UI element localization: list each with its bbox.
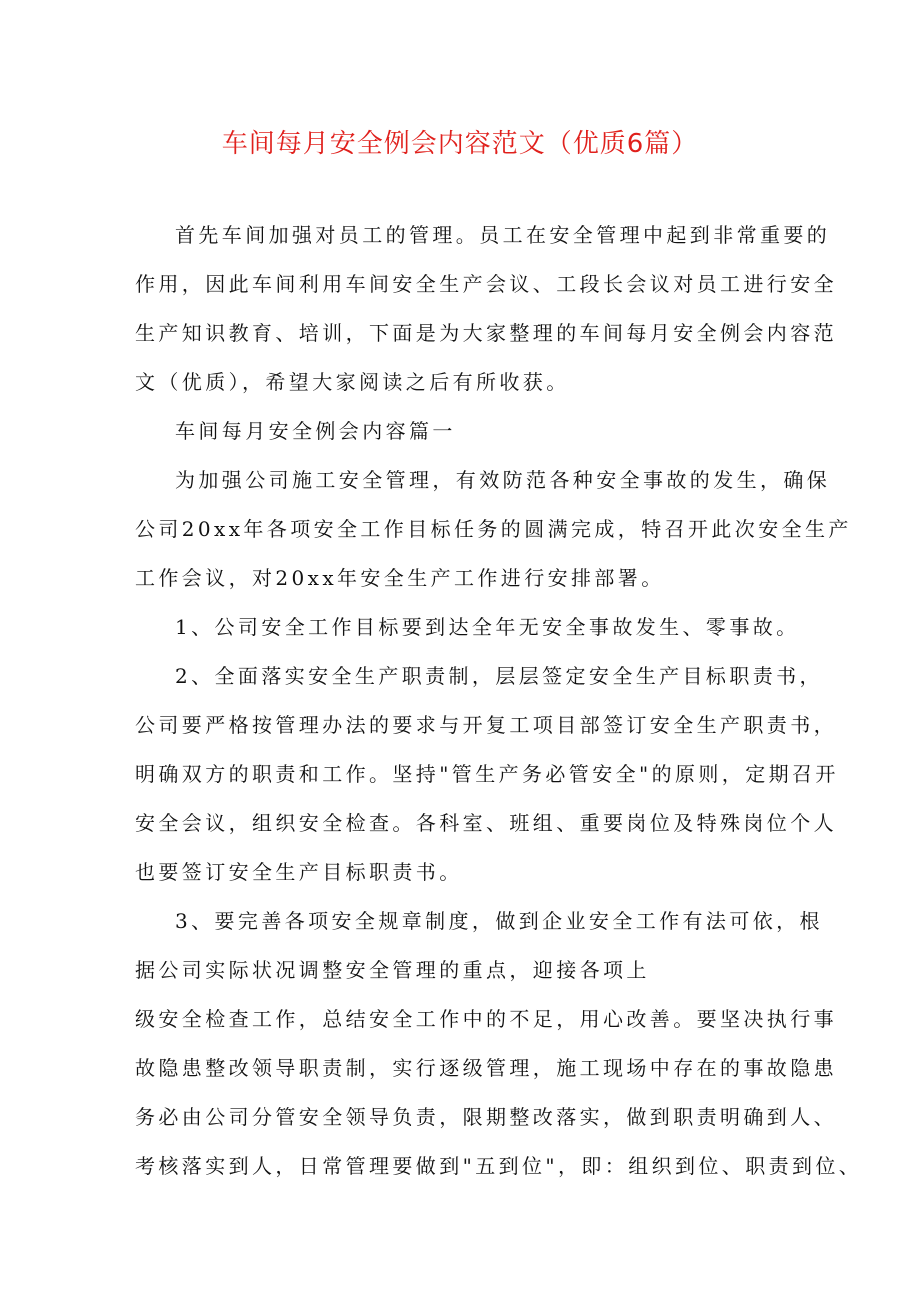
paragraph-line: 也要签订安全生产目标职责书。 (135, 860, 463, 884)
paragraph-line: 考核落实到人，日常管理要做到"五到位"，即：组织到位、职责到位、 (135, 1154, 863, 1178)
paragraph-line: 生产知识教育、培训，下面是为大家整理的车间每月安全例会内容范 (135, 321, 837, 345)
paragraph-line: 文（优质），希望大家阅读之后有所收获。 (135, 370, 570, 394)
paragraph-line: 故隐患整改领导职责制，实行逐级管理，施工现场中存在的事故隐患 (135, 1056, 837, 1080)
section-heading: 车间每月安全例会内容篇一 (175, 419, 456, 443)
paragraph-line: 首先车间加强对员工的管理。员工在安全管理中起到非常重要的 (175, 223, 831, 247)
paragraph-line: 明确双方的职责和工作。坚持"管生产务必管安全"的原则，定期召开 (135, 762, 839, 786)
paragraph-line: 级安全检查工作，总结安全工作中的不足，用心改善。要坚决执行事 (135, 1007, 837, 1031)
paragraph-line: 作用，因此车间利用车间安全生产会议、工段长会议对员工进行安全 (135, 272, 837, 296)
list-item-3: 3、要完善各项安全规章制度，做到企业安全工作有法可依，根 (175, 909, 823, 933)
paragraph-line: 安全会议，组织安全检查。各科室、班组、重要岗位及特殊岗位个人 (135, 811, 837, 835)
document-title: 车间每月安全例会内容范文（优质6篇） (221, 129, 699, 159)
list-item-2: 2、全面落实安全生产职责制，层层签定安全生产目标职责书， (175, 664, 823, 688)
list-item-1: 1、公司安全工作目标要到达全年无安全事故发生、零事故。 (175, 615, 800, 639)
paragraph-line: 公司20xx年各项安全工作目标任务的圆满完成，特召开此次安全生产 (135, 517, 852, 541)
paragraph-line: 据公司实际状况调整安全管理的重点，迎接各项上 (135, 958, 650, 982)
paragraph-line: 务必由公司分管安全领导负责，限期整改落实，做到职责明确到人、 (135, 1105, 837, 1129)
paragraph-line: 工作会议，对20xx年安全生产工作进行安排部署。 (135, 566, 665, 590)
paragraph-line: 公司要严格按管理办法的要求与开复工项目部签订安全生产职责书， (135, 713, 837, 737)
paragraph-line: 为加强公司施工安全管理，有效防范各种安全事故的发生，确保 (175, 468, 831, 492)
